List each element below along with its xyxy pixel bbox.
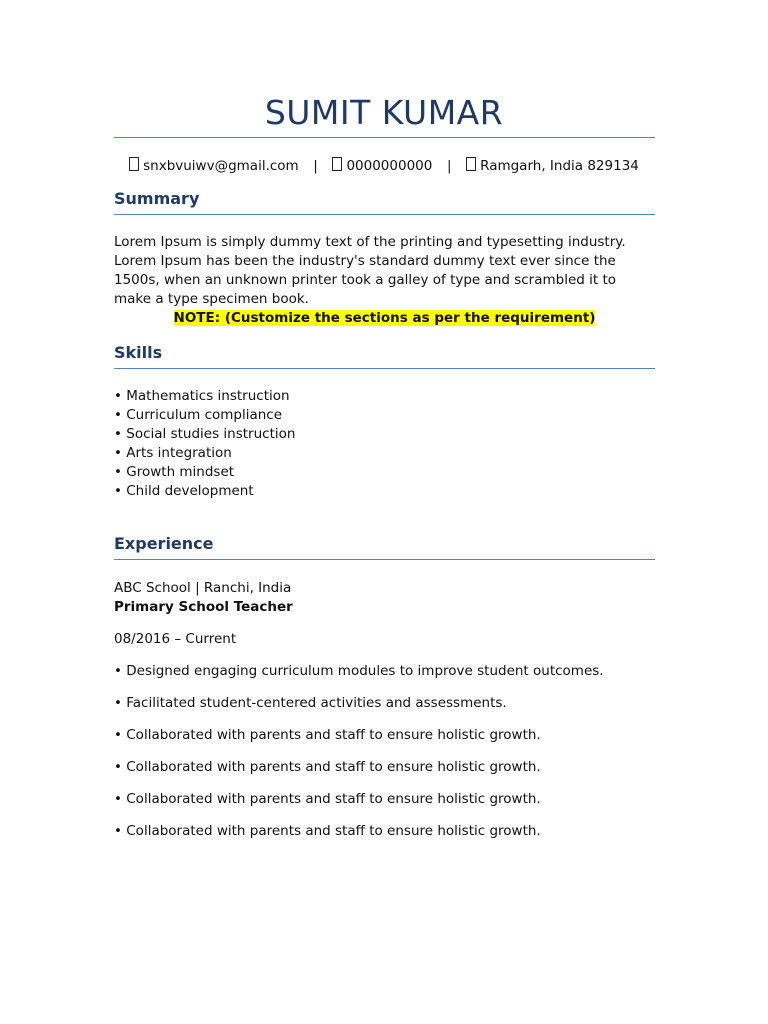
experience-bullet: • Collaborated with parents and staff to ensure holistic growth. (114, 791, 541, 807)
summary-line: Lorem Ipsum has been the industry's standard dummy text ever since the (114, 253, 616, 269)
contact-separator: | (446, 158, 452, 174)
phone-icon (332, 157, 342, 171)
customize-note-text: NOTE: (Customize the sections as per the requirement) (173, 310, 596, 326)
experience-bullet: • Designed engaging curriculum modules to improve student outcomes. (114, 663, 604, 679)
summary-line: make a type specimen book. (114, 291, 309, 307)
skill-item: • Arts integration (114, 445, 232, 461)
experience-bullets (114, 661, 604, 853)
contact-email[interactable]: snxbvuiwv@gmail.com (143, 158, 299, 174)
employer-line: ABC School | Ranchi, India (114, 580, 292, 596)
experience-heading: Experience (114, 534, 214, 553)
contact-line (0, 156, 768, 176)
header-divider (114, 137, 655, 138)
summary-text (114, 233, 659, 309)
envelope-icon (129, 157, 139, 171)
summary-divider (114, 214, 655, 215)
summary-line: Lorem Ipsum is simply dummy text of the printing and typesetting industry. (114, 234, 626, 250)
contact-separator: | (313, 158, 318, 174)
contact-phone[interactable]: 0000000000 (346, 158, 433, 174)
contact-location: Ramgarh, India 829134 (480, 158, 639, 174)
customize-note (114, 309, 655, 328)
skills-divider (114, 368, 655, 369)
candidate-name: SUMIT KUMAR (264, 93, 504, 132)
skill-item: • Curriculum compliance (114, 407, 283, 423)
job-dates: 08/2016 – Current (114, 631, 237, 647)
experience-divider (114, 559, 655, 560)
skills-list (114, 387, 295, 501)
experience-bullet: • Collaborated with parents and staff to ensure holistic growth. (114, 727, 541, 743)
experience-bullet: • Collaborated with parents and staff to ensure holistic growth. (114, 823, 541, 839)
summary-line: 1500s, when an unknown printer took a galley of type and scrambled it to (114, 272, 617, 288)
skill-item: • Growth mindset (114, 464, 235, 480)
experience-bullet: • Collaborated with parents and staff to ensure holistic growth. (114, 759, 541, 775)
summary-heading: Summary (114, 189, 200, 208)
skill-item: • Child development (114, 483, 254, 499)
skills-heading: Skills (114, 343, 163, 362)
skill-item: • Mathematics instruction (114, 388, 290, 404)
experience-bullet: • Facilitated student-centered activities and assessments. (114, 695, 507, 711)
skill-item: • Social studies instruction (114, 426, 296, 442)
job-title: Primary School Teacher (114, 599, 293, 615)
location-icon (466, 157, 476, 171)
